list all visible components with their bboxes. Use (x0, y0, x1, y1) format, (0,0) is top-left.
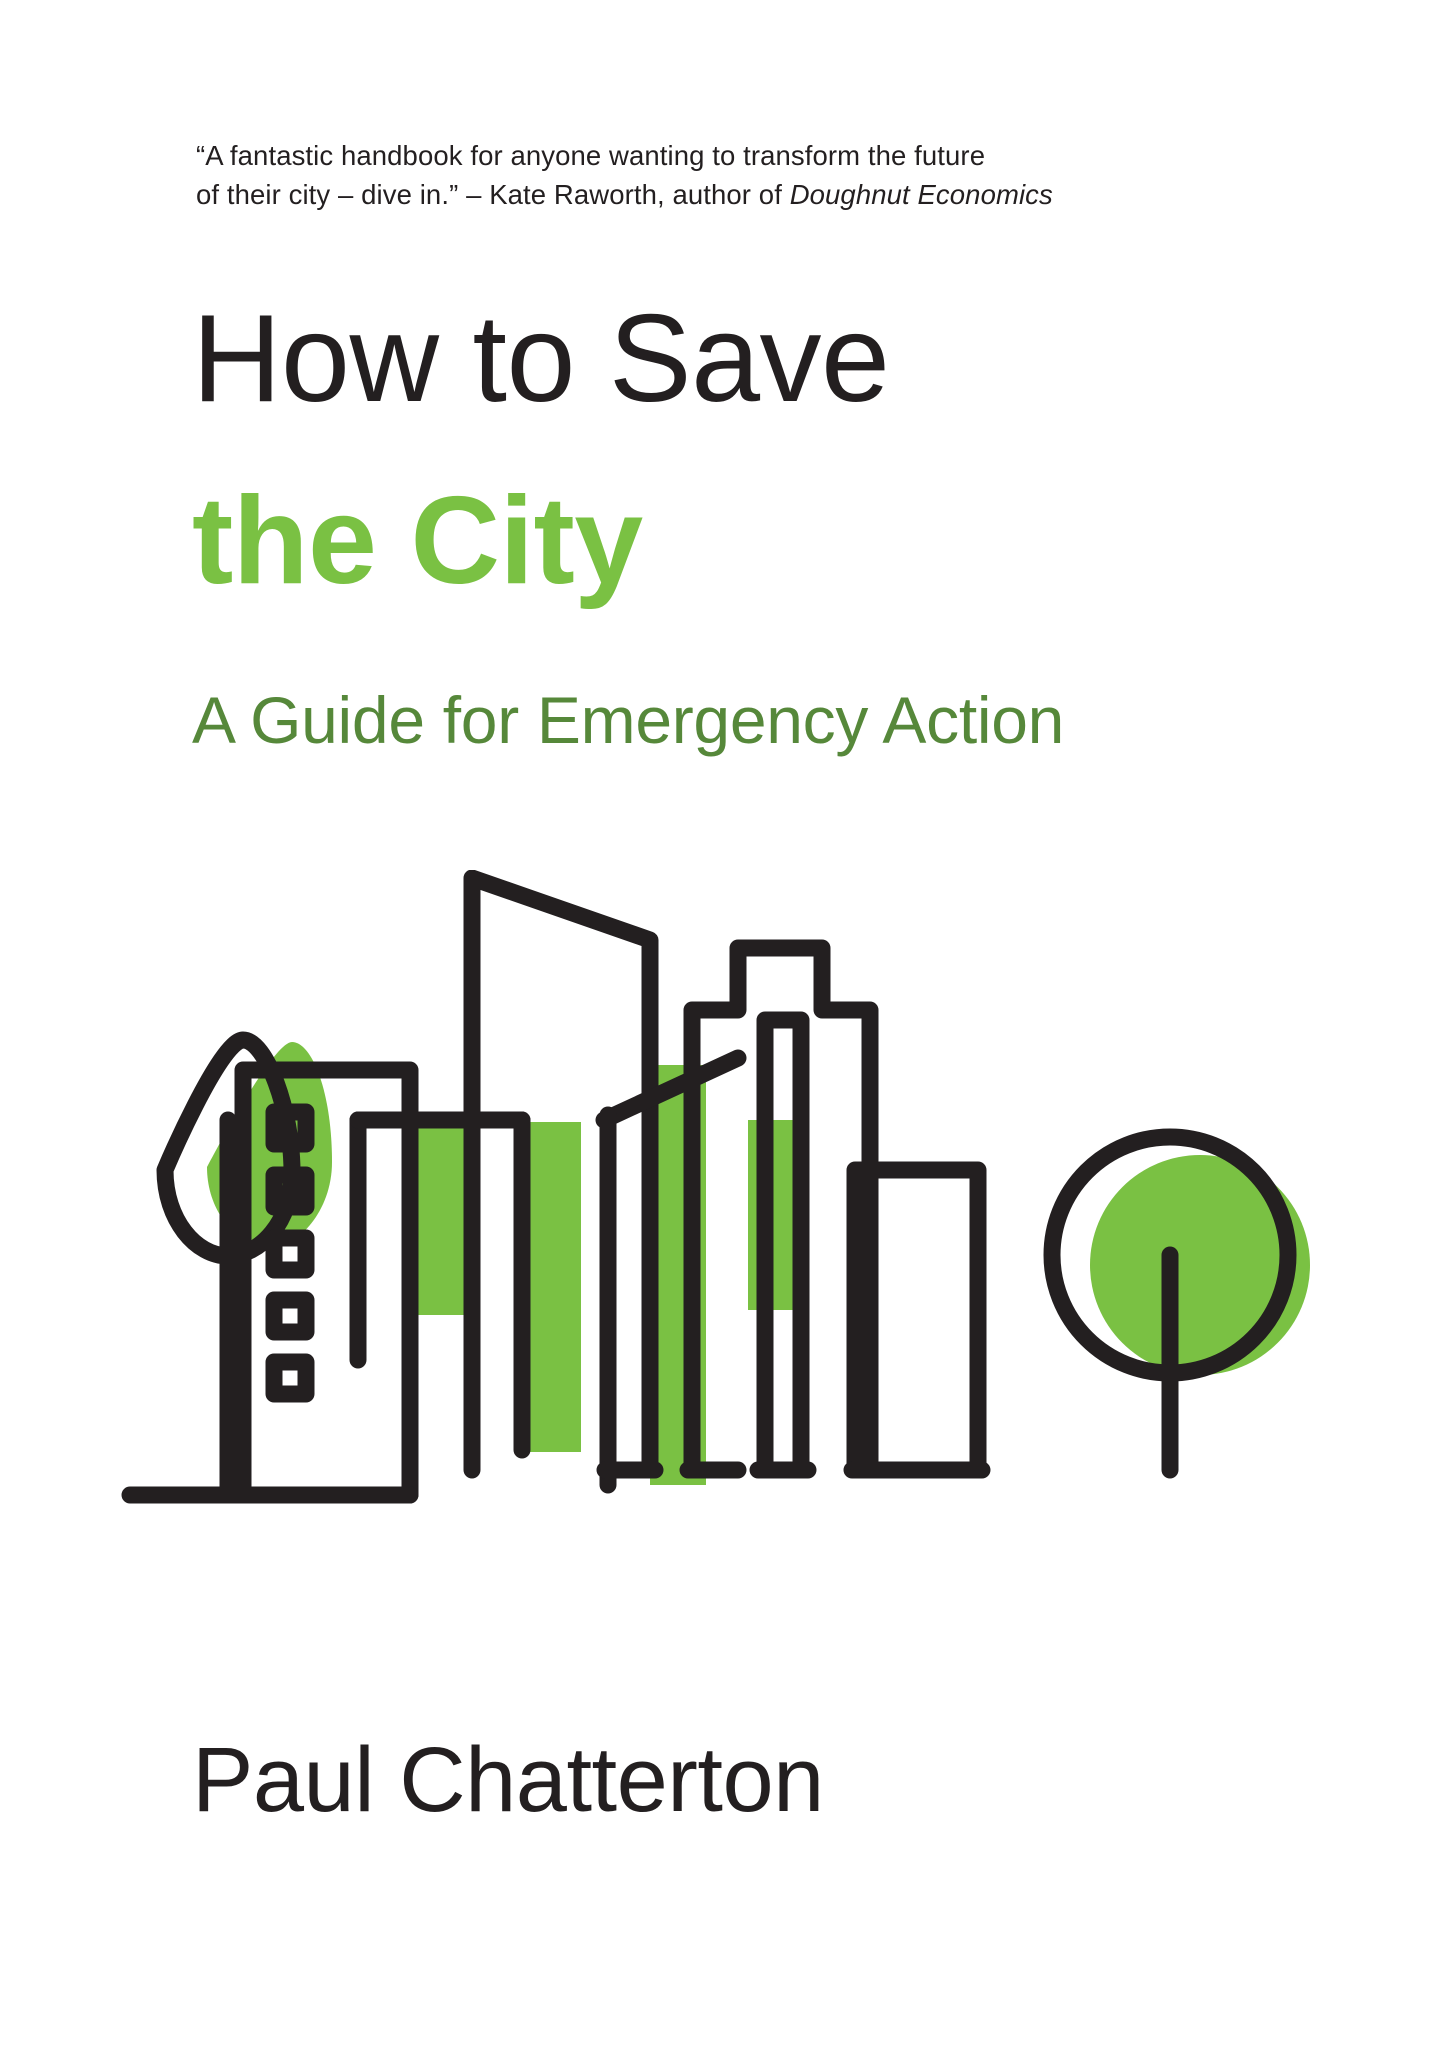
city-skyline-with-trees-icon (110, 870, 1360, 1590)
title-main: How to Save (192, 290, 890, 428)
blurb-line-1: “A fantastic handbook for anyone wanting to transform the future (196, 140, 986, 171)
blurb-line-2: of their city – dive in.” – Kate Raworth, author of (196, 179, 790, 211)
blurb-book-title: Doughnut Economics (789, 179, 1053, 211)
endorsement-blurb (196, 136, 1136, 214)
title-accent: the City (192, 472, 643, 610)
subtitle: A Guide for Emergency Action (192, 683, 1065, 757)
author-name: Paul Chatterton (192, 1729, 824, 1831)
